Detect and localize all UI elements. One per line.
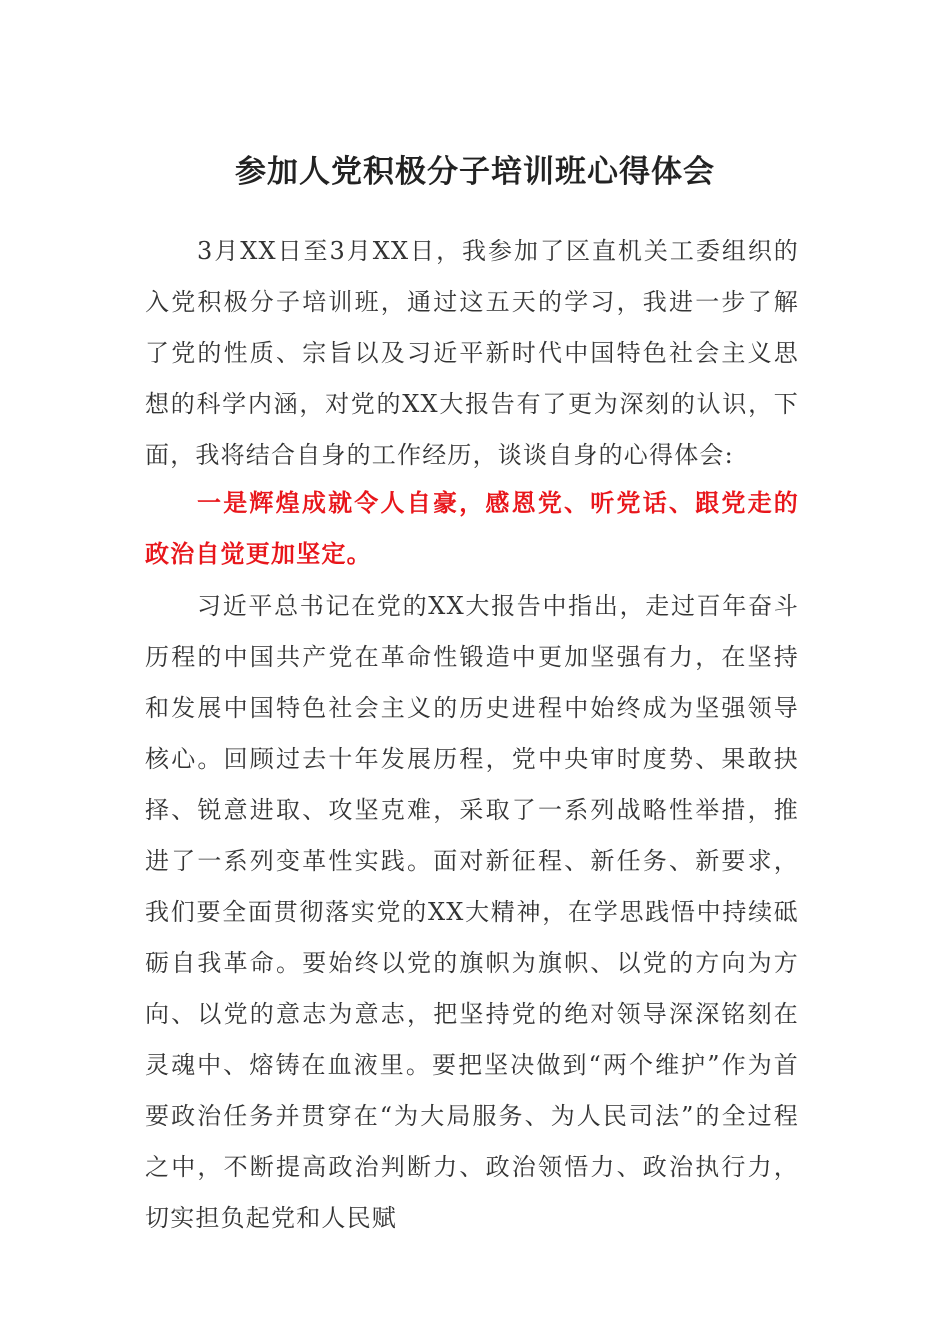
document-title: 参加人党积极分子培训班心得体会 [235, 154, 715, 190]
body-paragraph-1: 习近平总书记在党的XX大报告中指出，走过百年奋斗历程的中国共产党在革命性锻造中更加坚强有力，在坚持和发展中国特色社会主义的历史进程中始终成为坚强领导核心。回顾过去十年发展历程，党中央审时度势、果敢抉择、锐意进取、攻坚克难，采取了一系列战略性举措，推进了一系列变革性实践。面对新征程、新任务、新要求，我们要全面贯彻落实党的XX大精神，在学思践悟中持续砥砺自我革命。要始终以党的旗帜为旗帜、以党的方向为方向、以党的意志为意志，把坚持党的绝对领导深深铭刻在灵魂中、熔铸在血液里。要把坚决做到“两个维护”作为首要政治任务并贯穿在“为大局服务、为人民司法”的全过程之中，不断提高政治判断力、政治领悟力、政治执行力，切实担负起党和人民赋 [145, 592, 799, 1232]
intro-paragraph: 3月XX日至3月XX日，我参加了区直机关工委组织的入党积极分子培训班，通过这五天的学习，我进一步了解了党的性质、宗旨以及习近平新时代中国特色社会主义思想的科学内涵，对党的XX大报告有了更为深刻的认识，下面，我将结合自身的工作经历，谈谈自身的心得体会: [145, 237, 799, 469]
section-heading-1: 一是辉煌成就令人自豪，感恩党、听党话、跟党走的政治自觉更加坚定。 [145, 489, 799, 568]
